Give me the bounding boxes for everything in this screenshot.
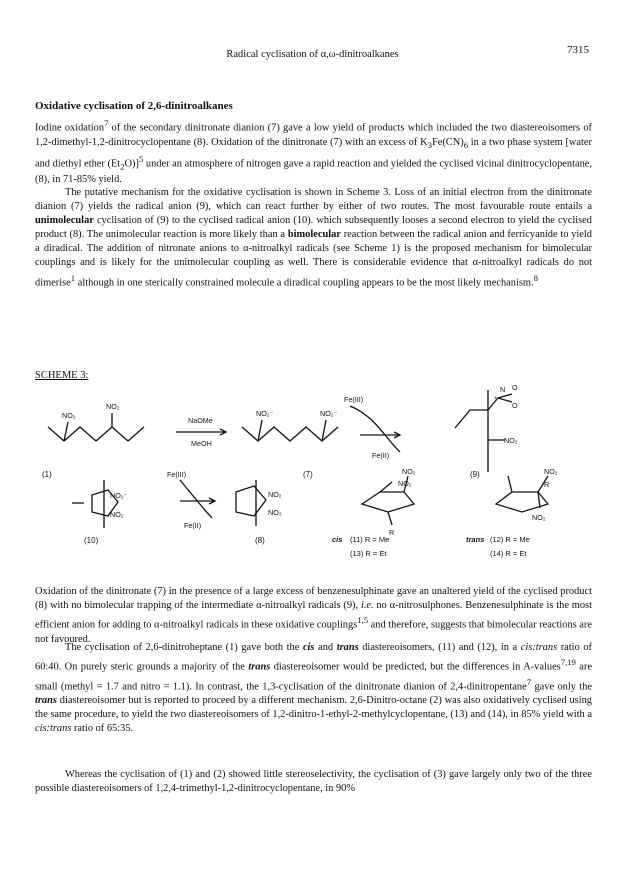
compound-11-r: R <box>389 528 395 537</box>
paragraph-4: The cyclisation of 2,6-dinitroheptane (1) gave both the cis and trans diastereoisomers, (11) and (12), in a cis:trans ratio of 60:40. On purely steric grounds a majority of the trans diastereoisomer would be predicted, but the differences in A-values$^{7,19}$ are small (methyl = 1.7 and nitro = 1.1). In contrast, the 1,3-cyclisation of the dinitronate dianion of 2,4-dinitropentane$^7$ gave only the trans diastereoisomer but is reported to proceed by a different mechanism. 2,6-Dinitro-octane (2) was also oxidatively cyclised using the same procedure, to yield the two diastereoisomers of 1,2-dinitro-1-ethyl-2-methylcyclopentane, (13) and (14), in 85% yield with a cis:trans ratio of 65:35. <box>35 642 593 735</box>
compound-10-label: (10) <box>84 536 99 545</box>
paragraph-3: Oxidation of the dinitronate (7) in the presence of a large excess of benzenesulphinate gave an unaltered yield of the cyclised product (8) with no bimolecular trapping of the intermediate α-nitroalkyl radicals (9), i.e. no α-nitrosulphones. Benzenesulphinate is the most efficient anion for adding to α-nitroalkyl radicals in these oxidative couplings$^{1,5}$ and therefore, suggests that bimolecular reactions are not favoured. <box>35 586 592 645</box>
compound-11-ring <box>362 492 414 512</box>
compound-11-no2-mid: NO₂ <box>398 479 412 488</box>
fe3-label-2: Fe(III) <box>167 470 187 479</box>
paragraph-2: The putative mechanism for the oxidative cyclisation is shown in Scheme 3. Loss of an initial electron from the dinitronate dianion (7) yields the radical anion (9), which can react further by either of two routes. The most favourable route entails a unimolecular cyclisation of (9) to the cyclised radical anion (10). which subsequently looses a second electron to yield the cyclised product (8). The unimolecular reaction is more likely than a bimolecular reaction between the radical anion and ferricyanide to yield a diradical. The addition of nitronate anions to α-nitroalkyl radicals (see Scheme 1) is the proposed mechanism for bimolecular couplings and is likely for the unimolecular coupling as well. There is considerable evidence that α-nitroalkyl radicals do not dimerise$^1$ although in one sterically constrained molecule a diradical coupling appears to be the most likely mechanism.$^8$ <box>35 187 592 289</box>
compound-10-no2-top: NO₂⁻ <box>110 491 128 500</box>
compound-11-no2-top: NO₂ <box>402 467 416 476</box>
compound-12-no2-bottom: NO₂ <box>532 513 546 522</box>
cis-label: cis <box>332 535 343 544</box>
fe2-label-1: Fe(II) <box>372 451 390 460</box>
compound-9-o1: O <box>512 383 518 392</box>
running-header: Radical cyclisation of α,ω-dinitroalkanes <box>226 49 399 60</box>
redox-curve-1 <box>350 406 400 452</box>
section-heading: Oxidative cyclisation of 2,6-dinitroalkanes <box>35 100 233 112</box>
compound-9-o2: O <box>512 401 518 410</box>
redox-curve-2 <box>180 480 212 518</box>
compound-7-label: (7) <box>303 470 313 479</box>
compound-11-label: (11) R = Me <box>350 535 390 544</box>
compound-1-no2-right: NO₂ <box>106 402 120 411</box>
compound-7-no2-left: NO₂⁻ <box>256 409 274 418</box>
trans-label: trans <box>466 535 485 544</box>
page-number: 7315 <box>567 44 589 56</box>
compound-9-chain <box>455 398 498 428</box>
fe3-label-1: Fe(III) <box>344 395 364 404</box>
compound-12-no2-top: NO₂ <box>544 467 558 476</box>
compound-9-n: N <box>500 385 506 394</box>
compound-9-no2: NO₂ <box>504 436 518 445</box>
compound-13-label: (13) R = Et <box>350 549 387 558</box>
reaction-scheme <box>0 380 625 570</box>
compound-9-plus: + <box>494 396 498 402</box>
compound-14-label: (14) R = Et <box>490 549 527 558</box>
reagent-bottom: MeOH <box>191 439 212 448</box>
reagent-top: NaOMe <box>188 416 213 425</box>
compound-12-ring <box>496 492 548 512</box>
fe2-label-2: Fe(II) <box>184 521 202 530</box>
compound-8-label: (8) <box>255 536 265 545</box>
compound-8-ring <box>236 486 266 516</box>
compound-8-no2-bottom: NO₂ <box>268 508 282 517</box>
compound-9-label: (9) <box>470 470 480 479</box>
compound-12-label: (12) R = Me <box>490 535 530 544</box>
scheme-label: SCHEME 3: <box>35 370 89 381</box>
compound-10-no2-bottom: NO₂ <box>110 510 124 519</box>
compound-7-no2-right: NO₂⁻ <box>320 409 338 418</box>
compound-8-no2-top: NO₂ <box>268 490 282 499</box>
compound-1-label: (1) <box>42 470 52 479</box>
compound-1-chain <box>48 427 144 441</box>
paragraph-5: Whereas the cyclisation of (1) and (2) showed little stereoselectivity, the cyclisation of (3) gave largely only two of the three possible diastereoisomers of 1,2,4-trimethyl-1,2-dinitrocyclopentane, in 90% <box>35 769 592 795</box>
compound-12-r: R <box>544 480 550 489</box>
paragraph-1: Iodine oxidation$^7$ of the secondary dinitronate dianion (7) gave a low yield of products which included the two diastereoisomers of 1,2-dimethyl-1,2-dinitrocyclopentane (8). Oxidation of the dinitronate (7) with an excess of $K_3Fe(CN)_6$ in a two phase system [water and diethyl ether $(Et_2O)]^5$ under an atmosphere of nitrogen gave a rapid reaction and yielded the cyclised vicinal dinitrocyclopentane, (8), in 71-85% yield. <box>35 118 592 186</box>
compound-1-no2-left: NO₂ <box>62 411 76 420</box>
